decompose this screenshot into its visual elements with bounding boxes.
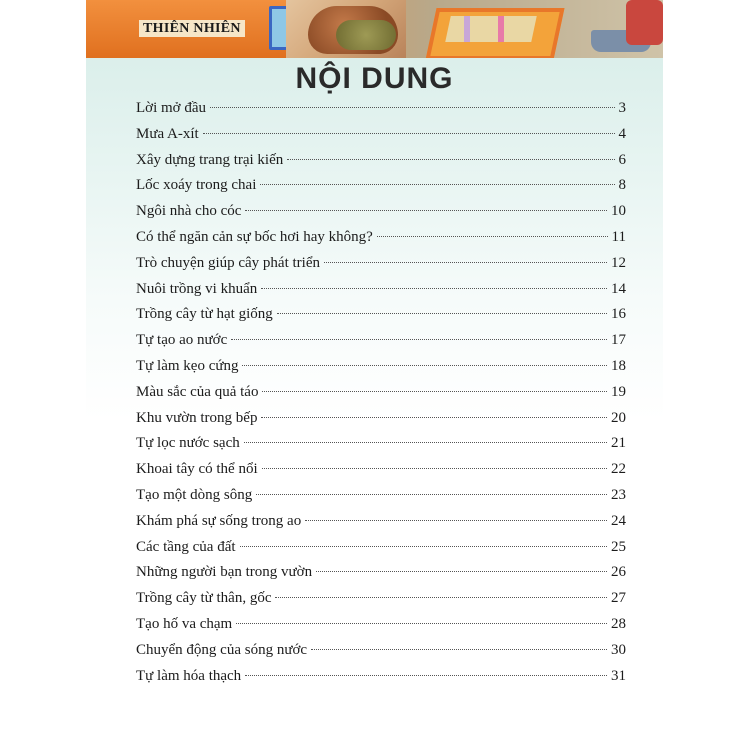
toc-entry bbox=[136, 126, 626, 152]
dot-leader bbox=[316, 571, 607, 572]
toc-entry-title: Khám phá sự sống trong ao bbox=[136, 512, 302, 529]
tray-divider-pink bbox=[498, 16, 504, 42]
dot-leader bbox=[287, 159, 614, 160]
toc-entry-title: Tự lọc nước sạch bbox=[136, 435, 240, 452]
dot-leader bbox=[231, 339, 607, 340]
toc-entry-title: Trồng cây từ hạt giống bbox=[136, 306, 273, 323]
toc-page-number: 25 bbox=[611, 538, 626, 555]
book-page bbox=[86, 0, 663, 750]
dot-leader bbox=[245, 675, 607, 676]
toc-entry bbox=[136, 281, 626, 307]
dot-leader bbox=[311, 649, 607, 650]
toc-page-number: 22 bbox=[611, 461, 626, 478]
dot-leader bbox=[262, 468, 607, 469]
toc-entry-title: Nuôi trồng vi khuẩn bbox=[136, 280, 258, 297]
toc-entry-title: Tạo một dòng sông bbox=[136, 486, 253, 503]
toc-page-number: 3 bbox=[618, 100, 626, 116]
toc-page-number: 28 bbox=[611, 615, 626, 632]
toc-entry bbox=[136, 255, 626, 281]
toc-entry-title: Màu sắc của quả táo bbox=[136, 383, 259, 400]
toc-page-number: 10 bbox=[611, 203, 626, 220]
toc-page-number: 30 bbox=[611, 641, 626, 658]
dot-leader bbox=[324, 262, 607, 263]
toc-entry-title: Lời mở đầu bbox=[136, 100, 207, 116]
header-banner-illustration bbox=[86, 0, 663, 58]
dot-leader bbox=[261, 417, 607, 418]
toc-page-number: 18 bbox=[611, 357, 626, 374]
toc-page-number: 31 bbox=[611, 667, 626, 684]
toc-entry bbox=[136, 668, 626, 694]
toc-entry-title: Khu vườn trong bếp bbox=[136, 409, 258, 426]
dot-leader bbox=[245, 210, 607, 211]
toc-entry bbox=[136, 590, 626, 616]
toc-entry bbox=[136, 642, 626, 668]
dot-leader bbox=[275, 597, 607, 598]
dot-leader bbox=[203, 133, 615, 134]
toc-entry bbox=[136, 616, 626, 642]
toc-page-number: 14 bbox=[611, 280, 626, 297]
dot-leader bbox=[240, 546, 607, 547]
dot-leader bbox=[305, 520, 607, 521]
toc-page-number: 11 bbox=[611, 228, 626, 245]
toc-entry-title: Tạo hố va chạm bbox=[136, 615, 233, 632]
dot-leader bbox=[377, 236, 608, 237]
dot-leader bbox=[277, 313, 607, 314]
toc-entry-title: Ngôi nhà cho cóc bbox=[136, 203, 242, 220]
toc-entry bbox=[136, 384, 626, 410]
toc-entry-title: Trồng cây từ thân, gốc bbox=[136, 590, 272, 607]
toc-page-number: 21 bbox=[611, 435, 626, 452]
tray-divider-purple bbox=[464, 16, 470, 42]
toc-page-number: 23 bbox=[611, 486, 626, 503]
dot-leader bbox=[210, 107, 614, 108]
toc-page-number: 4 bbox=[618, 125, 626, 142]
toc-entry bbox=[136, 152, 626, 178]
dot-leader bbox=[261, 288, 607, 289]
toc-entry-title: Lốc xoáy trong chai bbox=[136, 177, 257, 194]
toc-entry-title: Trò chuyện giúp cây phát triển bbox=[136, 254, 320, 271]
toc-page-number: 8 bbox=[618, 177, 626, 194]
dot-leader bbox=[242, 365, 607, 366]
toc-entry bbox=[136, 539, 626, 565]
toc-page-number: 24 bbox=[611, 512, 626, 529]
toc-page-number: 19 bbox=[611, 383, 626, 400]
toc-entry-title: Chuyển động của sóng nước bbox=[136, 641, 308, 658]
toc-entry bbox=[136, 306, 626, 332]
toc-entry bbox=[136, 358, 626, 384]
toc-entry bbox=[136, 564, 626, 590]
toc-entry-title: Xây dựng trang trại kiến bbox=[136, 151, 284, 168]
tray-inner-illustration bbox=[445, 16, 537, 42]
toc-entry bbox=[136, 435, 626, 461]
toc-page-number: 20 bbox=[611, 409, 626, 426]
toc-entry-title: Có thể ngăn cản sự bốc hơi hay không? bbox=[136, 228, 373, 245]
toc-page-number: 27 bbox=[611, 590, 626, 607]
toc-entry bbox=[136, 177, 626, 203]
dot-leader bbox=[236, 623, 607, 624]
toc-entry-title: Những người bạn trong vườn bbox=[136, 564, 313, 581]
toc-page-number: 12 bbox=[611, 254, 626, 271]
toc-entry bbox=[136, 229, 626, 255]
toc-entry-title: Tự làm kẹo cứng bbox=[136, 357, 239, 374]
toc-entry bbox=[136, 100, 626, 126]
toc-entry-title: Tự tạo ao nước bbox=[136, 332, 228, 349]
toc-entry-title: Các tầng của đất bbox=[136, 538, 236, 555]
toc-page-number: 26 bbox=[611, 564, 626, 581]
dot-leader bbox=[260, 184, 614, 185]
dot-leader bbox=[244, 442, 607, 443]
page-title: NỘI DUNG bbox=[295, 62, 454, 95]
dot-leader bbox=[262, 391, 607, 392]
toad-illustration bbox=[336, 20, 396, 50]
toc-entry bbox=[136, 487, 626, 513]
toc-page-number: 16 bbox=[611, 306, 626, 323]
toc-page-number: 6 bbox=[618, 151, 626, 168]
table-of-contents bbox=[136, 100, 626, 693]
dot-leader bbox=[256, 494, 607, 495]
person-illustration bbox=[626, 0, 663, 45]
toc-entry-title: Khoai tây có thể nổi bbox=[136, 461, 258, 478]
toc-entry bbox=[136, 410, 626, 436]
toc-entry bbox=[136, 332, 626, 358]
toc-entry-title: Tự làm hóa thạch bbox=[136, 667, 242, 684]
section-label: THIÊN NHIÊN bbox=[139, 20, 245, 37]
toc-page-number: 17 bbox=[611, 332, 626, 349]
toc-entry-title: Mưa A-xít bbox=[136, 125, 199, 142]
toc-entry bbox=[136, 513, 626, 539]
toc-entry bbox=[136, 461, 626, 487]
toc-entry bbox=[136, 203, 626, 229]
